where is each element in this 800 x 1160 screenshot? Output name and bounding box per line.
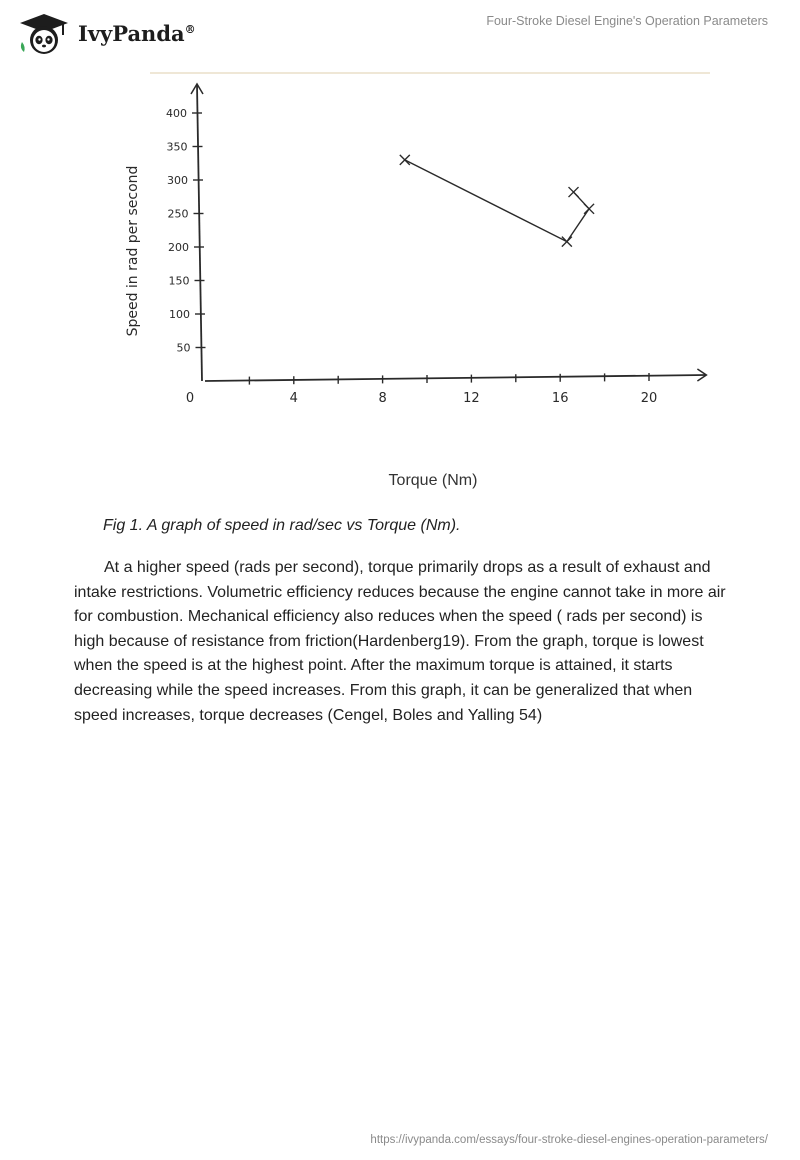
y-tick-label: 200 (168, 241, 189, 254)
ivypanda-logo[interactable] (16, 10, 236, 58)
data-point-marker (584, 204, 594, 214)
y-tick-label: 300 (167, 174, 188, 187)
source-url[interactable]: https://ivypanda.com/essays/four-stroke-diesel-engines-operation-parameters/ (370, 1134, 768, 1146)
speed-torque-figure (110, 70, 720, 500)
document-title: Four-Stroke Diesel Engine's Operation Parameters (486, 14, 768, 28)
data-point-marker (569, 187, 579, 197)
y-tick-label: 150 (168, 274, 190, 288)
brand-name: IvyPanda® (78, 21, 196, 46)
x-tick-label: 4 (289, 391, 298, 406)
y-tick-label: 50 (176, 341, 191, 355)
body-paragraph: At a higher speed (rads per second), torque primarily drops as a result of exhaust and intake restrictions. Volumetric efficiency reduces because the engine cannot take in more air for combustion. Mechanical efficiency also reduces when the speed ( rads per second) is high because of resistance from friction(Hardenberg19). From the graph, torque is lowest when the speed is at the highest point. After the maximum torque is attained, it starts decreasing while the speed increases. From this graph, it can be generalized that when speed increases, torque decreases (Cengel, Boles and Yalling 54) (74, 559, 726, 724)
chart-ticks (166, 107, 657, 406)
y-tick-label: 350 (166, 140, 188, 154)
x-tick-label: 8 (378, 391, 387, 406)
data-line (405, 160, 589, 242)
page-header (0, 0, 800, 70)
y-tick-label: 400 (166, 107, 187, 120)
chart-series (400, 155, 594, 247)
data-point-marker (400, 155, 410, 165)
panda-graduate-icon (16, 10, 72, 58)
x-axis-label: Torque (Nm) (388, 472, 478, 489)
chart-axes (191, 84, 706, 381)
x-tick-label: 16 (551, 391, 569, 406)
y-tick-label: 250 (167, 207, 189, 221)
y-tick-label: 100 (169, 308, 190, 321)
y-axis-label: Speed in rad per second (125, 165, 141, 337)
x-tick-label: 12 (463, 391, 480, 406)
x-tick-label: 0 (185, 391, 195, 406)
speed-torque-chart (110, 70, 720, 500)
x-tick-label: 20 (640, 391, 658, 406)
data-point-marker (562, 237, 572, 247)
x-axis-line (205, 375, 705, 381)
figure-caption: Fig 1. A graph of speed in rad/sec vs Torque (Nm). (103, 517, 461, 534)
y-axis-line (197, 85, 202, 381)
